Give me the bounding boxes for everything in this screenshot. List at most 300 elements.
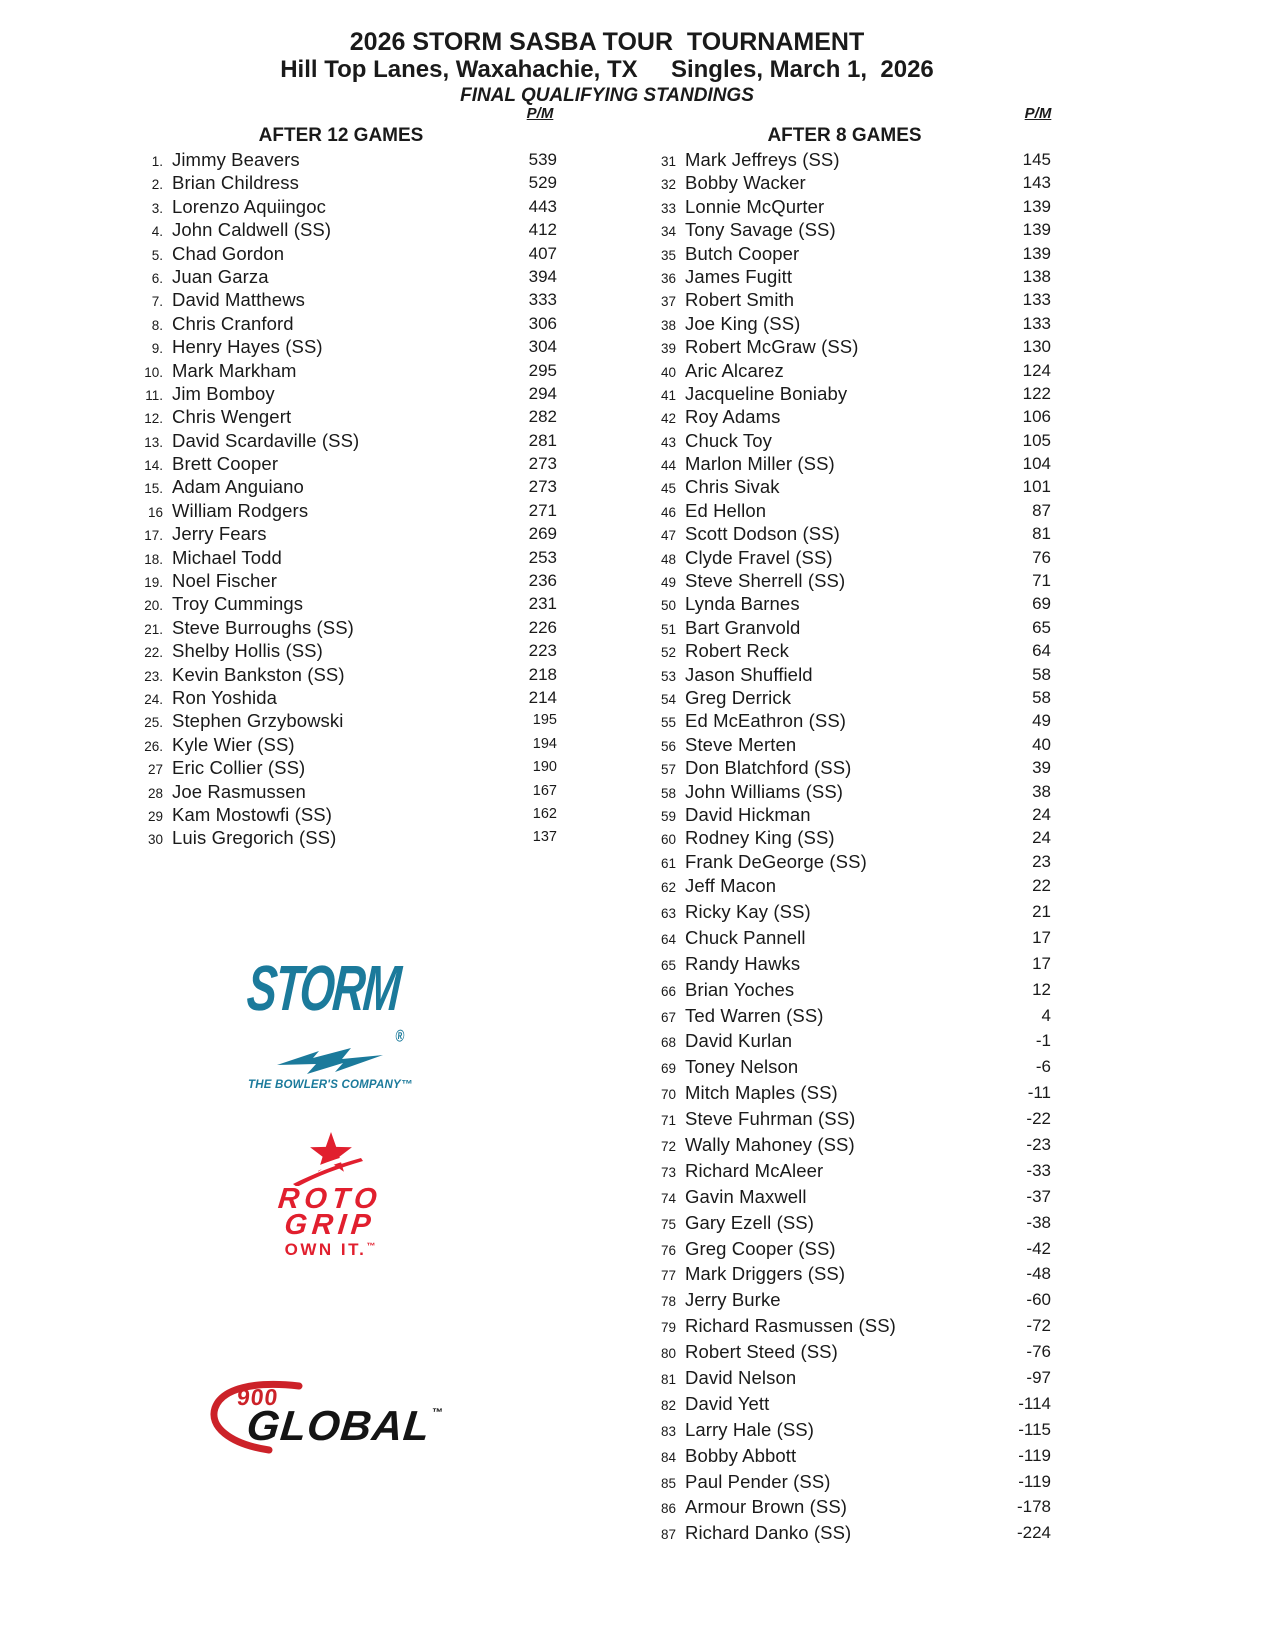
player-name: Wally Mahoney (SS): [685, 1134, 855, 1156]
standings-row: [638, 1028, 1051, 1054]
pm-value: 282: [528, 407, 557, 427]
standings-row: [638, 312, 1051, 335]
standings-row: [638, 780, 1051, 803]
player-name: Bobby Wacker: [685, 172, 806, 194]
rank-number: 53: [660, 668, 676, 684]
standings-row: [125, 405, 557, 428]
player-name: Lynda Barnes: [685, 593, 800, 615]
standings-row: [125, 288, 557, 311]
pm-value: 190: [532, 759, 557, 776]
standings-row: [638, 733, 1051, 756]
rank-number: 49: [660, 575, 676, 591]
rank-number: 72: [660, 1139, 676, 1155]
rank-number: 12.: [144, 411, 163, 427]
pm-value: 412: [528, 220, 557, 240]
standings-row: [638, 1417, 1051, 1443]
pm-value: 295: [528, 360, 557, 380]
player-name: Adam Anguiano: [172, 476, 304, 498]
standings-row: [638, 709, 1051, 732]
rank-number: 10.: [144, 364, 163, 380]
standings-row: [638, 1054, 1051, 1080]
standings-row: [638, 1313, 1051, 1339]
player-name: Brian Yoches: [685, 978, 795, 1000]
pm-value: 539: [528, 150, 557, 169]
pm-value: 236: [528, 571, 557, 591]
rank-number: 22.: [144, 645, 163, 661]
rank-number: 60: [660, 832, 676, 848]
standings-row: [638, 265, 1051, 288]
standings-row: [638, 242, 1051, 265]
standings-row: [638, 218, 1051, 241]
rank-number: 20.: [144, 598, 163, 614]
standings-row: [638, 522, 1051, 545]
standings-row: [125, 359, 557, 382]
pm-value: -178: [1016, 1497, 1051, 1517]
player-name: Lonnie McQurter: [685, 195, 825, 217]
player-name: Steve Merten: [685, 733, 797, 755]
pm-value: 214: [528, 687, 557, 707]
rank-number: 63: [660, 906, 676, 921]
pm-value: -114: [1018, 1393, 1051, 1413]
standings-row: [125, 171, 557, 194]
player-name: Troy Cummings: [172, 593, 304, 615]
rank-number: 82: [660, 1397, 676, 1413]
standings-row: [638, 382, 1051, 405]
standings-row: [638, 616, 1051, 639]
player-name: David Yett: [685, 1392, 770, 1414]
pm-value: 194: [532, 735, 557, 752]
player-name: Clyde Fravel (SS): [685, 546, 833, 568]
standings-row: [638, 899, 1051, 925]
standings-row: [125, 452, 557, 475]
standings-row: [638, 288, 1051, 311]
standings-row: [125, 148, 557, 171]
pm-value: 138: [1022, 266, 1051, 286]
rank-number: 39: [660, 341, 676, 357]
standings-row: [638, 359, 1051, 382]
player-name: Larry Hale (SS): [685, 1418, 814, 1440]
rank-number: 71: [660, 1113, 676, 1129]
pm-column-header-right: P/M: [1024, 105, 1052, 122]
standings-row: [125, 195, 557, 218]
player-name: Kyle Wier (SS): [172, 733, 295, 755]
standings-row: [638, 1261, 1051, 1287]
pm-value: -97: [1026, 1368, 1051, 1388]
standings-row: [125, 733, 557, 756]
standings-row: [638, 1339, 1051, 1365]
player-name: Chuck Toy: [685, 429, 772, 451]
left-standings-list: [125, 148, 557, 850]
player-name: William Rodgers: [172, 499, 309, 521]
pm-value: 231: [528, 594, 557, 614]
player-name: Richard Rasmussen (SS): [685, 1315, 896, 1337]
roto-tagline-text: OWN IT.: [284, 1240, 367, 1259]
pm-value: 58: [1032, 687, 1051, 707]
pm-value: -38: [1026, 1212, 1051, 1232]
player-name: Robert Reck: [685, 640, 789, 662]
player-name: John Caldwell (SS): [172, 219, 332, 241]
pm-value: -119: [1018, 1445, 1051, 1465]
player-name: Jim Bomboy: [172, 382, 275, 404]
rank-number: 65: [660, 957, 676, 973]
global-900-text: 900: [235, 1384, 280, 1410]
player-name: Robert Steed (SS): [685, 1341, 838, 1363]
standings-row: [125, 639, 557, 662]
pm-value: 294: [528, 383, 557, 403]
pm-value: -22: [1026, 1109, 1051, 1129]
rank-number: 62: [660, 880, 676, 896]
player-name: Jerry Burke: [685, 1289, 781, 1311]
page-title: 2026 STORM SASBA TOUR TOURNAMENT: [349, 28, 865, 56]
standings-row: [638, 1469, 1051, 1495]
standings-row: [638, 405, 1051, 428]
standings-row: [638, 686, 1051, 709]
pm-value: -60: [1026, 1290, 1051, 1310]
rank-number: 8.: [151, 317, 163, 333]
player-name: Chris Sivak: [685, 476, 780, 498]
after-12-games-heading: AFTER 12 GAMES: [258, 125, 424, 146]
player-name: Ted Warren (SS): [685, 1004, 824, 1026]
player-name: Mark Jeffreys (SS): [685, 149, 840, 170]
player-name: Michael Todd: [172, 546, 282, 568]
standings-row: [125, 312, 557, 335]
standings-row: [638, 1494, 1051, 1520]
pm-value: 139: [1022, 243, 1051, 263]
rank-number: 31: [660, 154, 676, 169]
player-name: Juan Garza: [172, 265, 269, 287]
pm-value: -119: [1018, 1471, 1051, 1491]
player-name: David Matthews: [172, 289, 306, 311]
standings-row: [638, 1391, 1051, 1417]
player-name: Mark Markham: [172, 359, 297, 381]
standings-row: [125, 569, 557, 592]
standings-row: [638, 826, 1051, 849]
standings-row: [638, 1184, 1051, 1210]
pm-value: 167: [532, 782, 557, 799]
player-name: Richard Danko (SS): [685, 1522, 852, 1544]
pm-value: 443: [528, 196, 557, 216]
rank-number: 73: [660, 1164, 676, 1180]
rank-number: 43: [660, 434, 676, 450]
standings-row: [638, 756, 1051, 779]
standings-row: [638, 592, 1051, 615]
rank-number: 76: [660, 1242, 676, 1258]
pm-value: -11: [1027, 1083, 1051, 1103]
pm-value: -224: [1016, 1523, 1051, 1543]
rank-number: 5.: [151, 247, 163, 263]
standings-row: [125, 475, 557, 498]
player-name: Gavin Maxwell: [685, 1185, 807, 1207]
rank-number: 87: [660, 1527, 676, 1543]
standings-row: [125, 709, 557, 732]
player-name: David Kurlan: [685, 1030, 793, 1052]
player-name: Paul Pender (SS): [685, 1470, 831, 1492]
player-name: Robert McGraw (SS): [685, 336, 859, 358]
player-name: David Scardaville (SS): [172, 429, 360, 451]
player-name: Brian Childress: [172, 172, 299, 194]
standings-row: [125, 826, 557, 849]
rank-number: 52: [660, 645, 676, 661]
player-name: Scott Dodson (SS): [685, 523, 840, 545]
pm-value: 39: [1032, 758, 1051, 778]
pm-value: 124: [1022, 360, 1051, 380]
pm-value: 273: [528, 477, 557, 497]
rank-number: 36: [660, 270, 676, 286]
rank-number: 54: [660, 691, 676, 707]
player-name: Ron Yoshida: [172, 686, 277, 708]
player-name: Marlon Miller (SS): [685, 453, 835, 475]
standings-row: [638, 803, 1051, 826]
standings-row: [125, 616, 557, 639]
standings-row: [638, 452, 1051, 475]
pm-value: 17: [1032, 953, 1051, 973]
standings-row: [638, 1080, 1051, 1106]
standings-row: [638, 850, 1051, 873]
rank-number: 51: [660, 621, 676, 637]
rank-number: 47: [660, 528, 676, 544]
player-name: Don Blatchford (SS): [685, 757, 852, 779]
pm-value: 394: [528, 266, 557, 286]
player-name: Chad Gordon: [172, 242, 285, 264]
player-name: Chris Cranford: [172, 312, 294, 334]
pm-value: 139: [1022, 220, 1051, 240]
registered-mark: ®: [394, 1025, 405, 1046]
trademark-mark: ™: [431, 1407, 444, 1419]
pm-value: -72: [1026, 1316, 1051, 1336]
rank-number: 44: [660, 458, 676, 474]
standings-row: [638, 475, 1051, 498]
player-name: Jason Shuffield: [685, 663, 813, 685]
standings-row: [125, 546, 557, 569]
player-name: Steve Burroughs (SS): [172, 616, 354, 638]
rank-number: 41: [660, 387, 676, 403]
rank-number: 46: [660, 504, 676, 520]
rank-number: 27: [147, 762, 163, 778]
pm-value: 304: [528, 337, 557, 357]
pm-value: -6: [1035, 1057, 1051, 1077]
pm-value: 122: [1022, 383, 1051, 403]
rank-number: 40: [660, 364, 676, 380]
player-name: Aric Alcarez: [685, 359, 784, 381]
pm-value: 22: [1032, 876, 1051, 896]
trademark-mark: ™: [366, 1241, 376, 1251]
storm-logo: [244, 952, 413, 1091]
player-name: James Fugitt: [685, 265, 793, 287]
player-name: Frank DeGeorge (SS): [685, 850, 867, 872]
rank-number: 58: [660, 785, 676, 801]
standings-row: [638, 873, 1051, 899]
pm-value: 17: [1032, 927, 1051, 947]
player-name: Greg Derrick: [685, 686, 792, 708]
player-name: Roy Adams: [685, 406, 781, 428]
pm-value: 195: [532, 712, 557, 729]
pm-value: 87: [1032, 500, 1051, 520]
rank-number: 17.: [144, 528, 163, 544]
rank-number: 68: [660, 1035, 676, 1051]
pm-value: 81: [1032, 524, 1051, 544]
pm-value: 139: [1022, 196, 1051, 216]
pm-value: 24: [1032, 828, 1051, 848]
player-name: Toney Nelson: [685, 1056, 799, 1078]
rank-number: 25.: [144, 715, 163, 731]
rank-number: 16: [147, 504, 163, 520]
rank-number: 84: [660, 1449, 676, 1465]
player-name: Steve Fuhrman (SS): [685, 1108, 856, 1130]
standings-row: [125, 803, 557, 826]
rank-number: 21.: [144, 621, 163, 637]
standings-row: [638, 1236, 1051, 1262]
standings-row: [638, 1210, 1051, 1236]
standings-row: [125, 429, 557, 452]
player-name: Kam Mostowfi (SS): [172, 803, 333, 825]
roto-grip-logo: [252, 1130, 408, 1259]
rank-number: 78: [660, 1294, 676, 1310]
roto-wordmark-line2: GRIP: [282, 1209, 378, 1241]
player-name: Butch Cooper: [685, 242, 800, 264]
roto-wordmark-line1: ROTO: [276, 1183, 384, 1215]
rank-number: 30: [147, 832, 163, 848]
rank-number: 66: [660, 983, 676, 999]
player-name: Jimmy Beavers: [172, 149, 300, 170]
rank-number: 24.: [144, 691, 163, 707]
standings-row: [125, 592, 557, 615]
rank-number: 15.: [144, 481, 163, 497]
pm-value: 106: [1022, 407, 1051, 427]
pm-value: 69: [1032, 594, 1051, 614]
standings-row: [125, 382, 557, 405]
pm-value: 137: [532, 829, 557, 846]
rank-number: 74: [660, 1190, 676, 1206]
rank-number: 11.: [145, 387, 163, 403]
rank-number: 32: [660, 177, 676, 193]
pm-value: 143: [1022, 173, 1051, 193]
player-name: Noel Fischer: [172, 570, 278, 592]
pm-value: 4: [1041, 1005, 1051, 1025]
player-name: Steve Sherrell (SS): [685, 570, 846, 592]
standings-row: [125, 242, 557, 265]
rank-number: 1.: [151, 154, 163, 169]
pm-value: 49: [1032, 711, 1051, 731]
pm-value: 65: [1032, 617, 1051, 637]
player-name: Jerry Fears: [172, 523, 267, 545]
rank-number: 77: [660, 1268, 676, 1284]
player-name: Luis Gregorich (SS): [172, 827, 337, 849]
rank-number: 7.: [151, 294, 163, 310]
standings-row: [125, 686, 557, 709]
rank-number: 79: [660, 1320, 676, 1336]
rank-number: 67: [660, 1009, 676, 1025]
standings-row: [638, 1443, 1051, 1469]
pm-value: -23: [1026, 1135, 1051, 1155]
player-name: David Hickman: [685, 803, 811, 825]
pm-value: 64: [1032, 641, 1051, 661]
standings-row: [638, 951, 1051, 977]
pm-value: -115: [1018, 1419, 1051, 1439]
standings-row: [638, 569, 1051, 592]
standings-row: [638, 171, 1051, 194]
roto-tagline: [252, 1240, 408, 1260]
storm-wordmark: [243, 952, 410, 1046]
rank-number: 83: [660, 1423, 676, 1439]
rank-number: 42: [660, 411, 676, 427]
rank-number: 80: [660, 1346, 676, 1362]
rank-number: 26.: [144, 738, 163, 754]
rank-number: 35: [660, 247, 676, 263]
global-wordmark-text: GLOBAL: [244, 1402, 433, 1449]
pm-value: 76: [1032, 547, 1051, 567]
player-name: Joe King (SS): [685, 312, 801, 334]
player-name: Shelby Hollis (SS): [172, 640, 323, 662]
rank-number: 45: [660, 481, 676, 497]
standings-row: [125, 218, 557, 241]
pm-value: 306: [528, 313, 557, 333]
pm-value: 101: [1022, 477, 1051, 497]
rank-number: 57: [660, 762, 676, 778]
pm-value: 269: [528, 524, 557, 544]
pm-value: 218: [528, 664, 557, 684]
rank-number: 56: [660, 738, 676, 754]
rank-number: 64: [660, 931, 676, 947]
player-name: Mitch Maples (SS): [685, 1082, 838, 1104]
player-name: John Williams (SS): [685, 780, 844, 802]
player-name: Ricky Kay (SS): [685, 901, 811, 922]
rank-number: 34: [660, 224, 676, 240]
pm-value: -33: [1026, 1160, 1051, 1180]
pm-value: 223: [528, 641, 557, 661]
pm-value: 333: [528, 290, 557, 310]
player-name: Henry Hayes (SS): [172, 336, 323, 358]
rank-number: 18.: [144, 551, 163, 567]
pm-value: -1: [1035, 1031, 1051, 1051]
rank-number: 75: [660, 1216, 676, 1232]
pm-value: 40: [1032, 734, 1051, 754]
rank-number: 85: [660, 1475, 676, 1491]
player-name: Bart Granvold: [685, 616, 801, 638]
standings-row: [638, 1158, 1051, 1184]
rank-number: 19.: [144, 575, 163, 591]
event-subtitle: Hill Top Lanes, Waxahachie, TX Singles, March 1, 2026: [280, 56, 934, 83]
pm-value: -37: [1026, 1186, 1051, 1206]
right-standings-list: [638, 148, 1051, 1546]
roto-grip-star-icon: [293, 1130, 367, 1186]
rank-number: 4.: [151, 224, 163, 240]
player-name: Armour Brown (SS): [685, 1496, 848, 1518]
rank-number: 50: [660, 598, 676, 614]
pm-column-header-left: P/M: [526, 105, 554, 122]
player-name: Joe Rasmussen: [172, 780, 306, 802]
pm-value: -42: [1026, 1238, 1051, 1258]
standings-label: FINAL QUALIFYING STANDINGS: [460, 85, 754, 106]
standings-row: [638, 663, 1051, 686]
rank-number: 3.: [151, 200, 163, 216]
standings-row: [638, 546, 1051, 569]
pm-value: 12: [1032, 979, 1051, 999]
pm-value: 253: [528, 547, 557, 567]
pm-value: 130: [1022, 337, 1051, 357]
player-name: Kevin Bankston (SS): [172, 663, 345, 685]
900-global-logo: [205, 1378, 475, 1456]
standings-row: [638, 925, 1051, 951]
standings-row: [638, 1003, 1051, 1029]
standings-row: [638, 429, 1051, 452]
player-name: Bobby Abbott: [685, 1444, 797, 1466]
player-name: Jacqueline Boniaby: [685, 382, 848, 404]
rank-number: 38: [660, 317, 676, 333]
pm-value: 529: [528, 173, 557, 193]
standings-row: [638, 1132, 1051, 1158]
rank-number: 13.: [144, 434, 163, 450]
standings-row: [638, 977, 1051, 1003]
